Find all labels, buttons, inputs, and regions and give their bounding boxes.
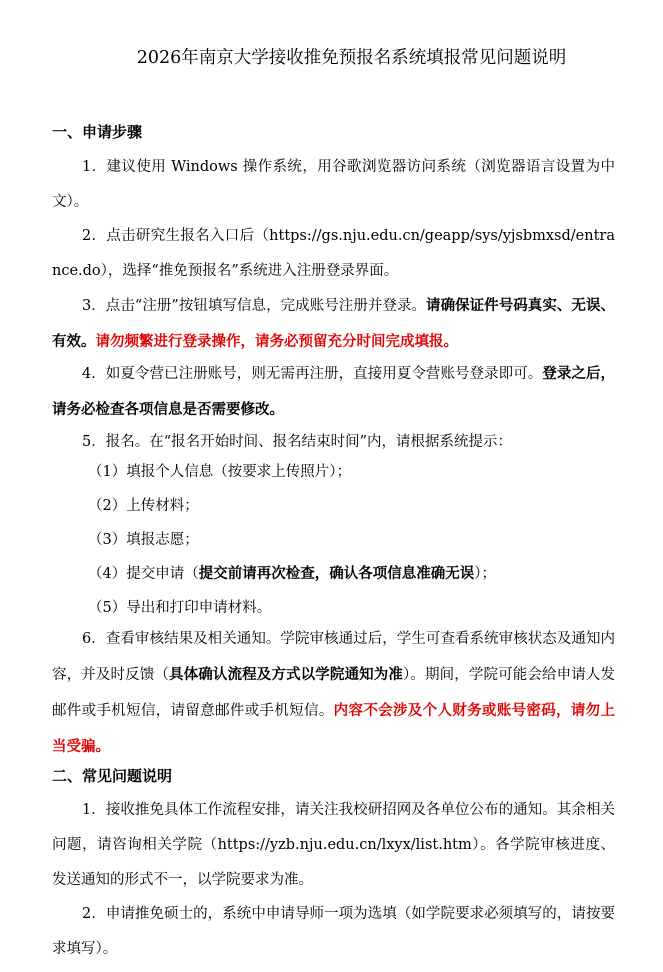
step-5-sub-2: （2）上传材料； xyxy=(88,498,199,514)
faq-1-paragraph: 1．接收推免具体工作流程安排，请关注我校研招网及各单位公布的通知。其余相关问题，请咨询相关学院（https://yzb.nju.edu.cn/lxyx/list.htm）。各学院审核进度、发送通知的形式不一，以学院要求为准。 xyxy=(52,802,615,888)
section-heading-faq: 二、常见问题说明 xyxy=(52,767,173,785)
step-4-text: 4．如夏令营已注册账号，则无需再注册，直接用夏令营账号登录即可。 xyxy=(82,366,543,382)
step-5-sub-3: （3）填报志愿； xyxy=(88,532,199,548)
step-6-red-warning: 内容不会涉及个人财务或账号密码，请勿上当受骗。 xyxy=(52,702,616,755)
step-5-sub-4-text: （4）提交申请（ xyxy=(88,566,199,582)
step-5-sub-4 xyxy=(88,563,496,585)
step-6-bold-note: 具体确认流程及方式以学院通知为准 xyxy=(169,666,403,683)
step-5-paragraph: 5．报名。在“报名开始时间、报名结束时间”内，请根据系统提示： xyxy=(82,434,513,450)
step-6-text-2: ）。期间，学院可能会给申请人发邮件或手机短信，请留意邮件或手机短信。 xyxy=(52,667,615,719)
step-1-paragraph: 1．建议使用 Windows 操作系统，用谷歌浏览器访问系统（浏览器语言设置为中文）。 xyxy=(52,159,615,210)
faq-2-paragraph: 2．申请推免硕士的，系统中申请导师一项为选填（如学院要求必须填写的，请按要求填写）。 xyxy=(52,906,615,957)
step-4-paragraph xyxy=(52,356,615,428)
step-5-sub-5: （5）导出和打印申请材料。 xyxy=(88,600,272,616)
step-3-text: 3．点击“注册”按钮填写信息，完成账号注册并登录。 xyxy=(82,298,427,314)
step-5-sub-4-bold: 提交前请再次检查，确认各项信息准确无误 xyxy=(198,565,475,582)
step-3-bold-note: 请确保证件号码真实、无误、有效。 xyxy=(52,297,615,350)
step-5-sub-1: （1）填报个人信息（按要求上传照片）； xyxy=(88,464,351,480)
step-6-text: 6．查看审核结果及相关通知。学院审核通过后，学生可查看系统审核状态及通知内容，并及时反馈（ xyxy=(52,631,615,683)
step-3-red-warning: 请勿频繁进行登录操作，请务必预留充分时间完成填报。 xyxy=(95,333,458,350)
document-title: 2026年南京大学接收推免预报名系统填报常见问题说明 xyxy=(136,48,567,68)
step-6-paragraph xyxy=(52,622,615,765)
step-4-bold-note: 登录之后，请务必检查各项信息是否需要修改。 xyxy=(52,365,615,418)
section-heading-steps: 一、申请步骤 xyxy=(52,123,143,141)
step-2-paragraph: 2．点击研究生报名入口后（https://gs.nju.edu.cn/geapp/sys/yjsbmxsd/entrance.do），选择“推免预报名”系统进入注册登录界面。 xyxy=(52,228,615,279)
step-5-sub-4-end: ）； xyxy=(474,566,496,582)
step-3-paragraph xyxy=(52,288,615,360)
